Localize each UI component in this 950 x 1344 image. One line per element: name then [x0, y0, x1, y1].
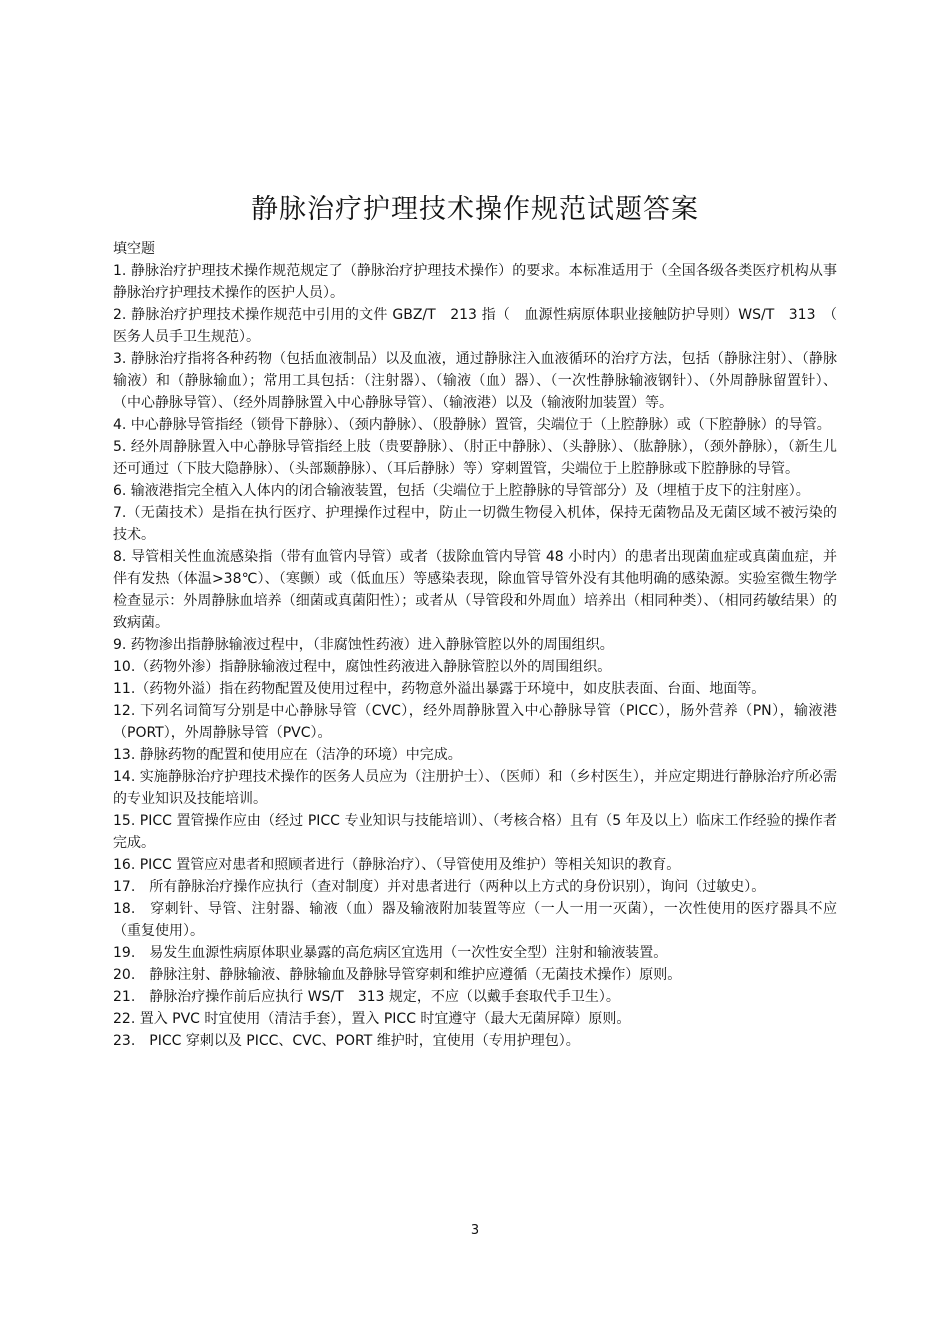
question-item: 14. 实施静脉治疗护理技术操作的医务人员应为（注册护士）、（医师）和（乡村医生），并应定期进行静脉治疗所必需的专业知识及技能培训。	[113, 769, 837, 807]
question-item: 21. 静脉治疗操作前后应执行 WS/T 313 规定，不应（以戴手套取代手卫生）。	[113, 989, 620, 1005]
question-item: 17. 所有静脉治疗操作应执行（查对制度）并对患者进行（两种以上方式的身份识别），询问（过敏史）。	[113, 879, 766, 895]
question-item: 2. 静脉治疗护理技术操作规范中引用的文件 GBZ/T 213 指（ 血源性病原体职业接触防护导则）WS/T 313 （ 医务人员手卫生规范）。	[113, 307, 851, 345]
question-item: 9. 药物渗出指静脉输液过程中，（非腐蚀性药液）进入静脉管腔以外的周围组织。	[113, 637, 614, 653]
question-item: 5. 经外周静脉置入中心静脉导管指经上肢（贵要静脉）、（肘正中静脉）、（头静脉）、（肱静脉），（颈外静脉），（新生儿还可通过（下肢大隐静脉）、（头部颞静脉）、（耳后静脉）等）穿刺置管，尖端位于上腔静脉或下腔静脉的导管。	[113, 439, 837, 477]
question-item: 16. PICC 置管应对患者和照顾者进行（静脉治疗）、（导管使用及维护）等相关知识的教育。	[113, 857, 681, 873]
question-item: 19. 易发生血源性病原体职业暴露的高危病区宜选用（一次性安全型）注射和输液装置。	[113, 945, 668, 961]
question-item: 18. 穿刺针、导管、注射器、输液（血）器及输液附加装置等应（一人一用一灭菌），一次性使用的医疗器具不应（重复使用）。	[113, 901, 837, 939]
document-body	[113, 238, 851, 1052]
question-item: 22. 置入 PVC 时宜使用（清洁手套），置入 PICC 时宜遵守（最大无菌屏障）原则。	[113, 1011, 631, 1027]
question-item: 12. 下列名词简写分别是中心静脉导管（CVC），经外周静脉置入中心静脉导管（PICC），肠外营养（PN），输液港（PORT），外周静脉导管（PVC）。	[113, 703, 837, 741]
question-item: 15. PICC 置管操作应由（经过 PICC 专业知识与技能培训）、（考核合格）且有（5 年及以上）临床工作经验的操作者完成。	[113, 813, 837, 851]
question-item: 10.（药物外渗）指静脉输液过程中，腐蚀性药液进入静脉管腔以外的周围组织。	[113, 659, 612, 675]
question-item: 20. 静脉注射、静脉输液、静脉输血及静脉导管穿刺和维护应遵循（无菌技术操作）原则。	[113, 967, 682, 983]
question-item: 3. 静脉治疗指将各种药物（包括血液制品）以及血液，通过静脉注入血液循环的治疗方法，包括（静脉注射）、（静脉输液）和（静脉输血）；常用工具包括：（注射器）、（输液（血）器）、（一次性静脉输液钢针）、（外周静脉留置针）、（中心静脉导管）、（经外周静脉置入中心静脉导管）、（输液港）以及（输液附加装置）等。	[113, 351, 837, 411]
question-item: 1. 静脉治疗护理技术操作规范规定了（静脉治疗护理技术操作）的要求。本标准适用于（全国各级各类医疗机构从事静脉治疗护理技术操作的医护人员）。	[113, 263, 837, 301]
section-heading: 填空题	[113, 241, 155, 257]
question-item: 6. 输液港指完全植入人体内的闭合输液装置，包括（尖端位于上腔静脉的导管部分）及（埋植于皮下的注射座）。	[113, 483, 810, 499]
question-item: 8. 导管相关性血流感染指（带有血管内导管）或者（拔除血管内导管 48 小时内）的患者出现菌血症或真菌血症，并伴有发热（体温>38℃）、（寒颤）或（低血压）等感染表现，除血管导管外没有其他明确的感染源。实验室微生物学检查显示：外周静脉血培养（细菌或真菌阳性）；或者从（导管段和外周血）培养出（相同种类）、（相同药敏结果）的致病菌。	[113, 549, 837, 631]
question-item: 4. 中心静脉导管指经（锁骨下静脉）、（颈内静脉）、（股静脉）置管，尖端位于（上腔静脉）或（下腔静脉）的导管。	[113, 417, 831, 433]
document-title: 静脉治疗护理技术操作规范试题答案	[251, 194, 699, 225]
question-item: 23. PICC 穿刺以及 PICC、CVC、PORT 维护时，宜使用（专用护理包）。	[113, 1033, 580, 1049]
page-number: 3	[470, 1223, 480, 1238]
question-item: 7.（无菌技术）是指在执行医疗、护理操作过程中，防止一切微生物侵入机体，保持无菌物品及无菌区域不被污染的技术。	[113, 505, 837, 543]
question-list	[113, 260, 851, 1052]
question-item: 11.（药物外溢）指在药物配置及使用过程中，药物意外溢出暴露于环境中，如皮肤表面、台面、地面等。	[113, 681, 766, 697]
question-item: 13. 静脉药物的配置和使用应在（洁净的环境）中完成。	[113, 747, 462, 763]
